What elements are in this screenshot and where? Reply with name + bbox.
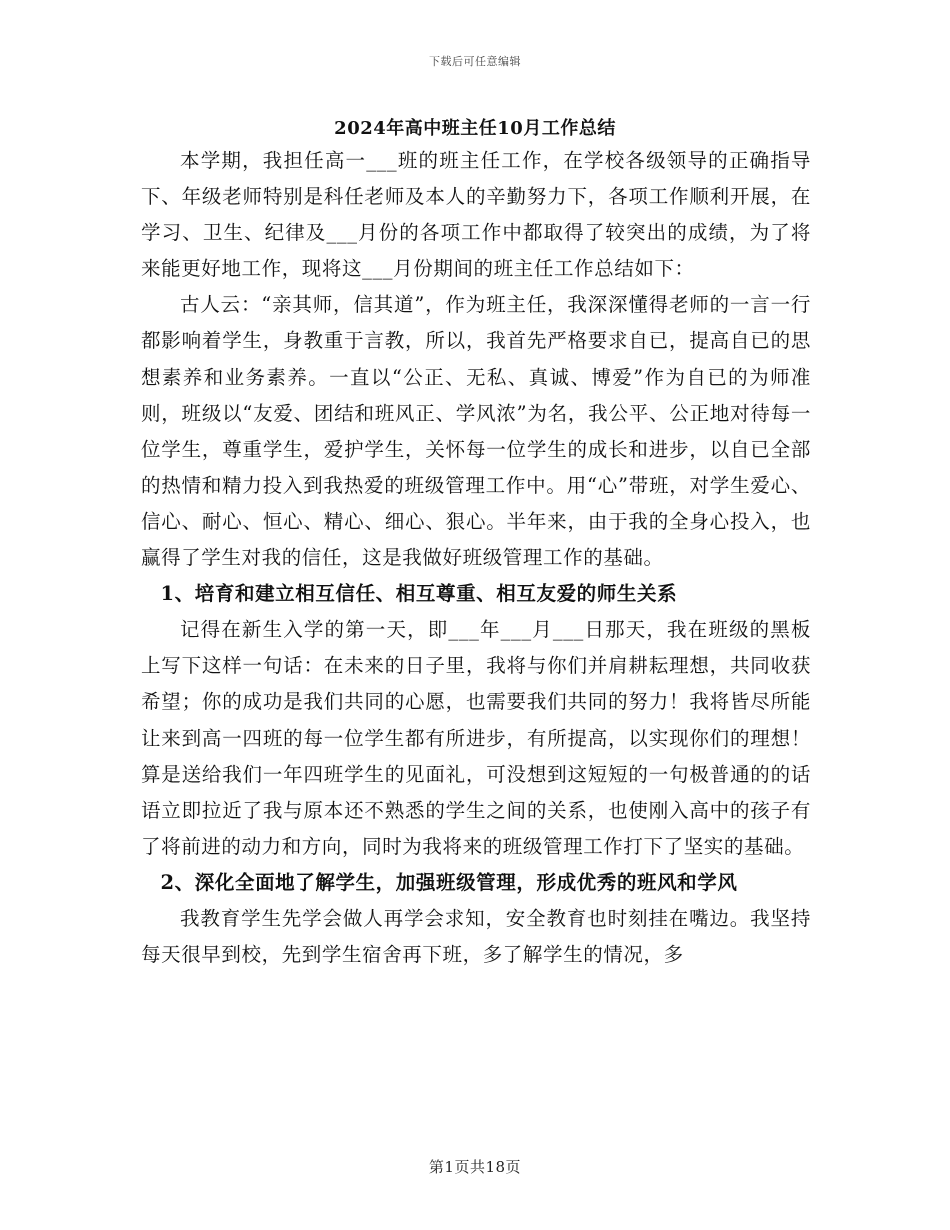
header-note: 下载后可任意编辑 [429,55,521,68]
document-body [141,143,811,973]
section-heading-1: 1、培育和建立相互信任、相互尊重、相互友爱的师生关系 [160,582,678,606]
paragraph-education: 我教育学生先学会做人再学会求知，安全教育也时刻挂在嘴边。我坚持每天很早到校，先到学生宿舍再下班，多了解学生的情况，多 [141,906,811,967]
document-title: 2024年高中班主任10月工作总结 [334,118,616,139]
paragraph-intro: 本学期，我担任高一___班的班主任工作，在学校各级领导的正确指导下、年级老师特别是科任老师及本人的辛勤努力下，各项工作顺利开展，在学习、卫生、纪律及___月份的各项工作中都取得了较突出的成绩，为了将来能更好地工作，现将这___月份期间的班主任工作总结如下： [141,149,811,281]
paragraph-principles: 古人云：“亲其师，信其道”，作为班主任，我深深懂得老师的一言一行都影响着学生，身教重于言教，所以，我首先严格要求自已，提高自已的思想素养和业务素养。一直以“公正、无私、真诚、博爱”作为自已的为师准则，班级以“友爱、团结和班风正、学风浓”为名，我公平、公正地对待每一位学生，尊重学生，爱护学生，关怀每一位学生的成长和进步，以自已全部的热情和精力投入到我热爱的班级管理工作中。用“心”带班，对学生爱心、信心、耐心、恒心、精心、细心、狠心。半年来，由于我的全身心投入，也赢得了学生对我的信任，这是我做好班级管理工作的基础。 [141,293,811,570]
section-heading-2: 2、深化全面地了解学生，加强班级管理，形成优秀的班风和学风 [160,870,738,894]
page-indicator: 第1页共18页 [428,1158,522,1176]
paragraph-first-day: 记得在新生入学的第一天，即___年___月___日那天，我在班级的黑板上写下这样一句话：在未来的日子里，我将与你们并肩耕耘理想，共同收获希望；你的成功是我们共同的心愿，也需要我们共同的努力！我将皆尽所能让来到高一四班的每一位学生都有所进步，有所提高，以实现你们的理想！算是送给我们一年四班学生的见面礼，可没想到这短短的一句极普通的的话语立即拉近了我与原本还不熟悉的学生之间的关系，也使刚入高中的孩子有了将前进的动力和方向，同时为我将来的班级管理工作打下了坚实的基础。 [141,618,812,858]
